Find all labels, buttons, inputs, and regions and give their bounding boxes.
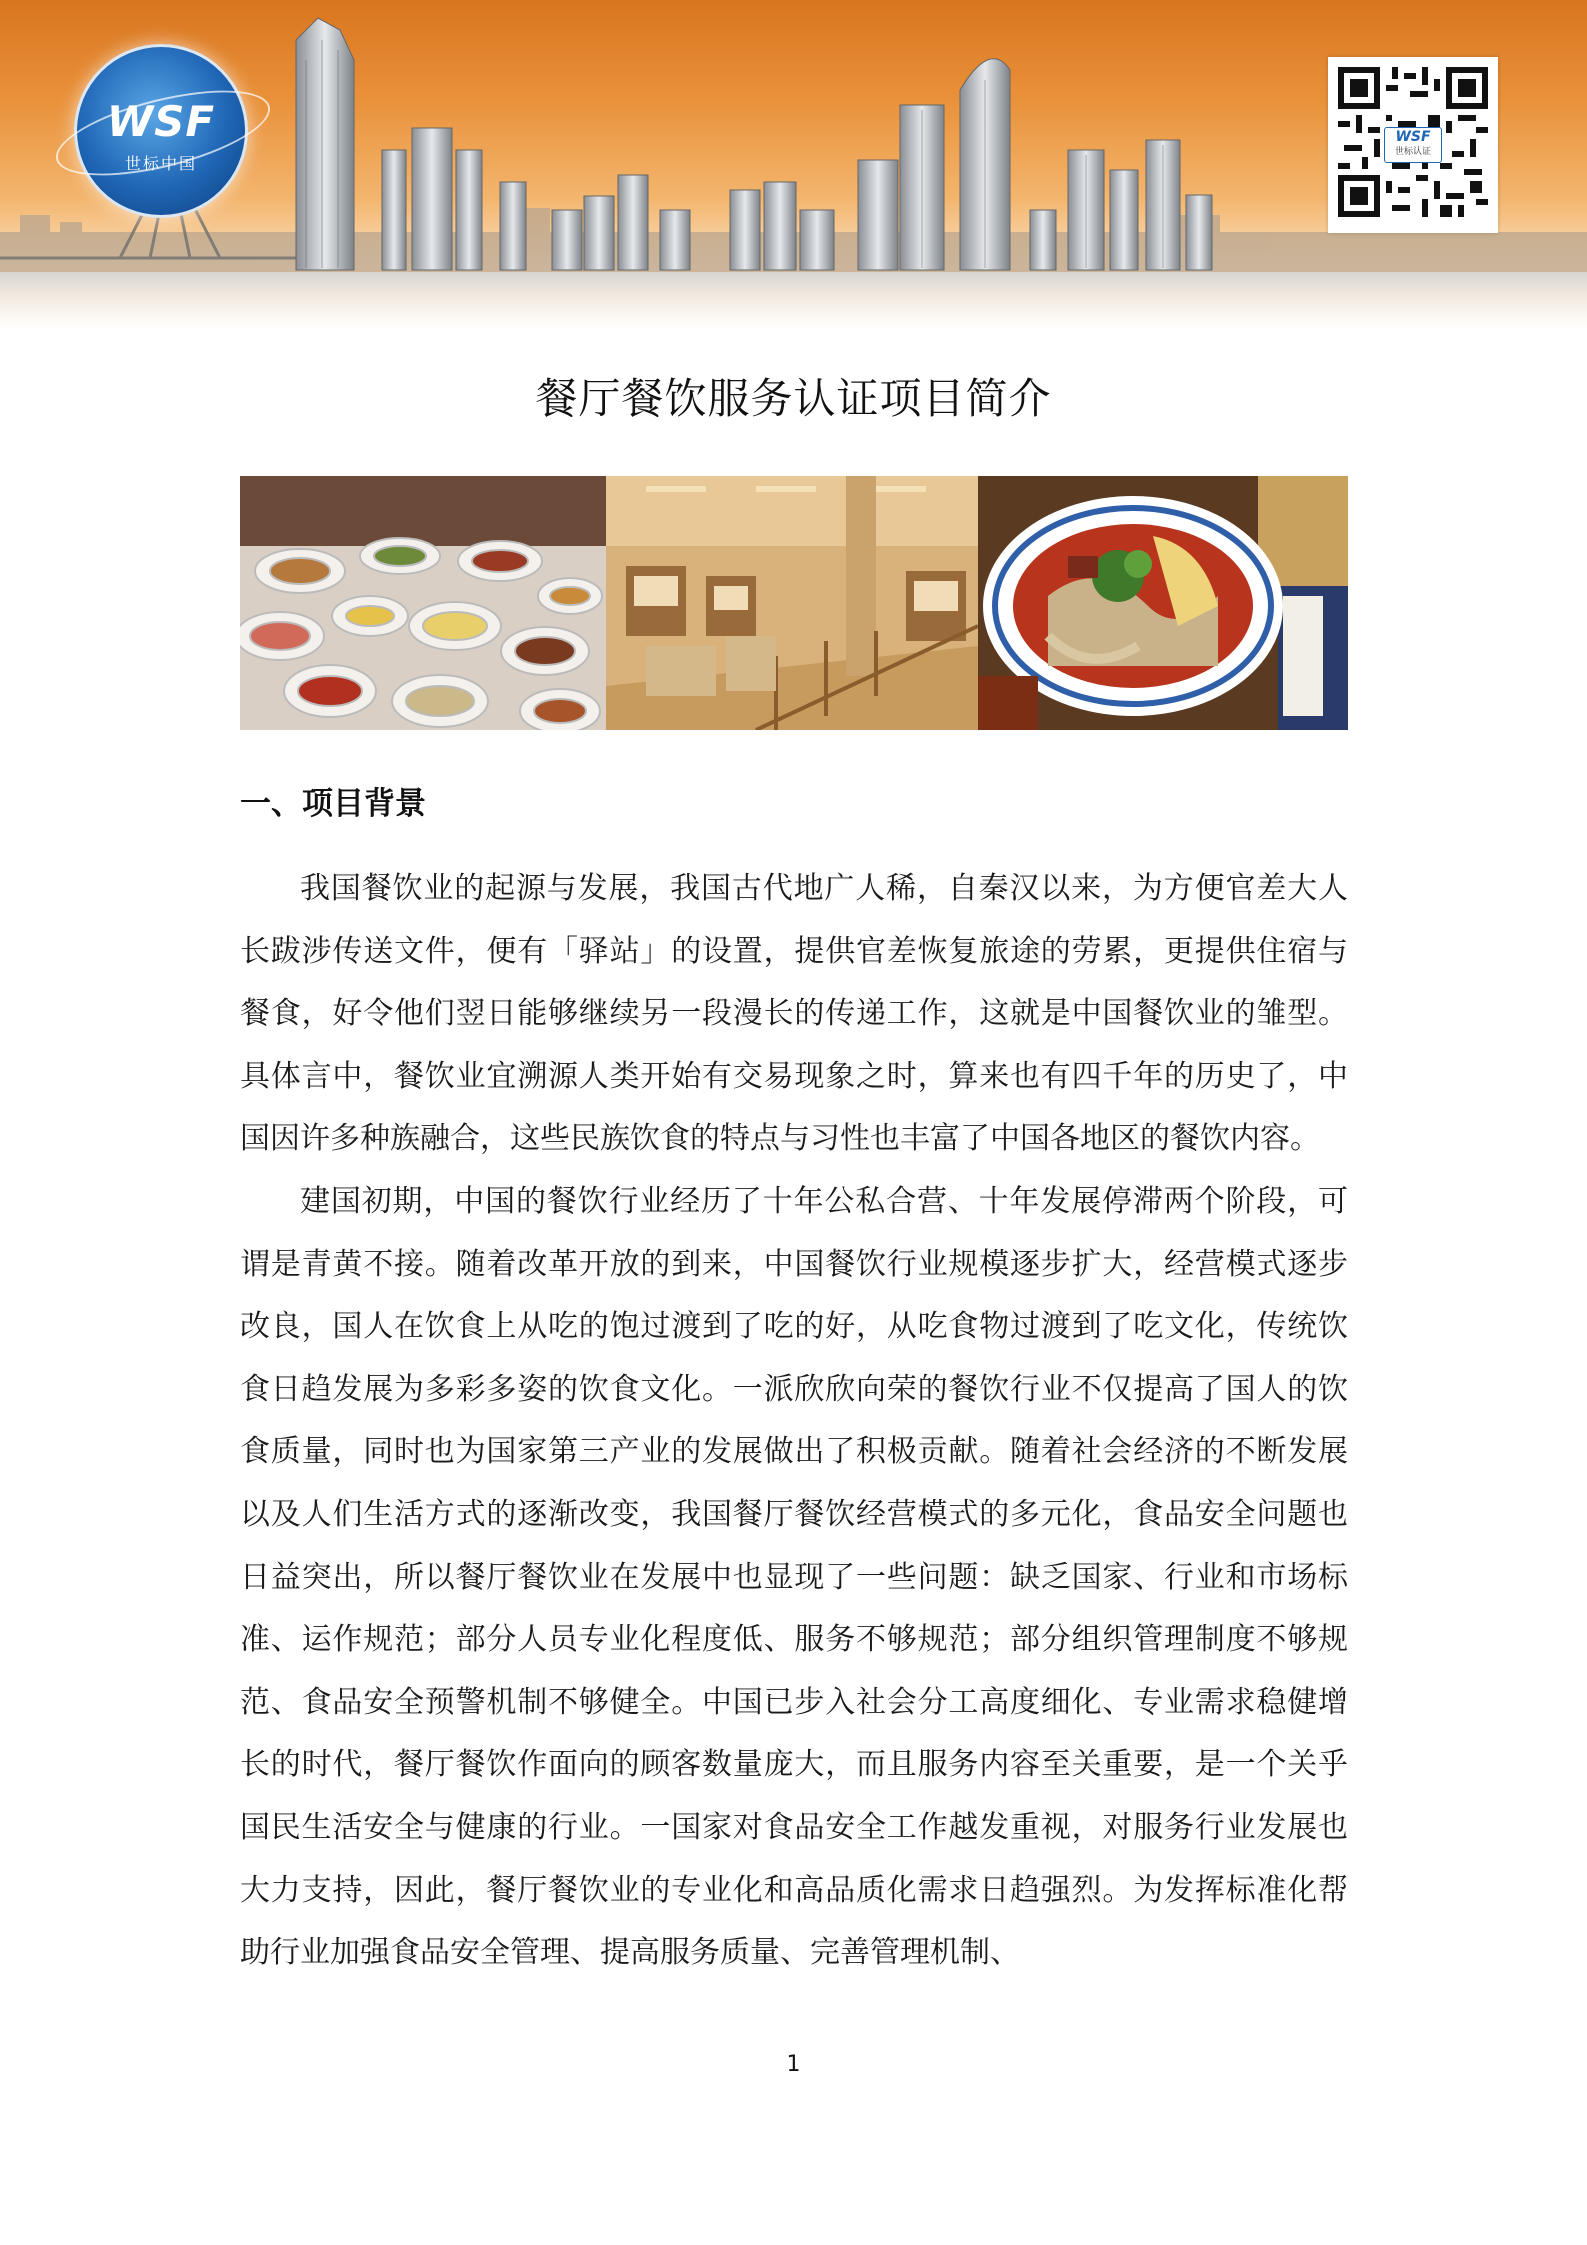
- paragraph-development: 建国初期，中国的餐饮行业经历了十年公私合营、十年发展停滞两个阶段，可谓是青黄不接。随着改革开放的到来，中国餐饮行业规模逐步扩大，经营模式逐步改良，国人在饮食上从吃的饱过渡到了吃的好，从吃食物过渡到了吃文化，传统饮食日趋发展为多彩多姿的饮食文化。一派欣欣向荣的餐饮行业不仅提高了国人的饮食质量，同时也为国家第三产业的发展做出了积极贡献。随着社会经济的不断发展以及人们生活方式的逐渐改变，我国餐厅餐饮经营模式的多元化，食品安全问题也日益突出，所以餐厅餐饮业在发展中也显现了一些问题：缺乏国家、行业和市场标准、运作规范；部分人员专业化程度低、服务不够规范；部分组织管理制度不够规范、食品安全预警机制不够健全。中国已步入社会分工高度细化、专业需求稳健增长的时代，餐厅餐饮作面向的顾客数量庞大，而且服务内容至关重要，是一个关乎国民生活安全与健康的行业。一国家对食品安全工作越发重视，对服务行业发展也大力支持，因此，餐厅餐饮业的专业化和高品质化需求日趋强烈。为发挥标准化帮助行业加强食品安全管理、提高服务质量、完善管理机制、: [240, 1183, 1348, 1971]
- body-text: [240, 858, 1348, 1985]
- photo-noodle-bowl: [978, 476, 1348, 730]
- page-number: 1: [786, 2052, 801, 2077]
- header-banner: [0, 0, 1587, 330]
- page-title: 餐厅餐饮服务认证项目简介: [535, 374, 1052, 423]
- qr-center-logo: [1384, 127, 1442, 163]
- photo-banquet-dishes: [240, 476, 606, 730]
- logo-wordmark: WSF: [106, 97, 216, 146]
- qr-code: [1328, 57, 1498, 233]
- logo-subtitle: 世标中国: [124, 154, 197, 173]
- qr-badge-subtext: 世标认证: [1394, 147, 1431, 157]
- restaurant-photo-strip: [240, 476, 1348, 730]
- wsf-logo: [74, 44, 248, 218]
- section-heading: 一、项目背景: [240, 786, 426, 822]
- qr-badge-text: WSF: [1395, 129, 1431, 145]
- photo-restaurant-interior: [606, 476, 978, 730]
- paragraph-origin: 我国餐饮业的起源与发展，我国古代地广人稀，自秦汉以来，为方便官差大人长跋涉传送文件，便有「驿站」的设置，提供官差恢复旅途的劳累，更提供住宿与餐食，好令他们翌日能够继续另一段漫长的传递工作，这就是中国餐饮业的雏型。具体言中，餐饮业宜溯源人类开始有交易现象之时，算来也有四千年的历史了，中国因许多种族融合，这些民族饮食的特点与习性也丰富了中国各地区的餐饮内容。: [240, 871, 1348, 1157]
